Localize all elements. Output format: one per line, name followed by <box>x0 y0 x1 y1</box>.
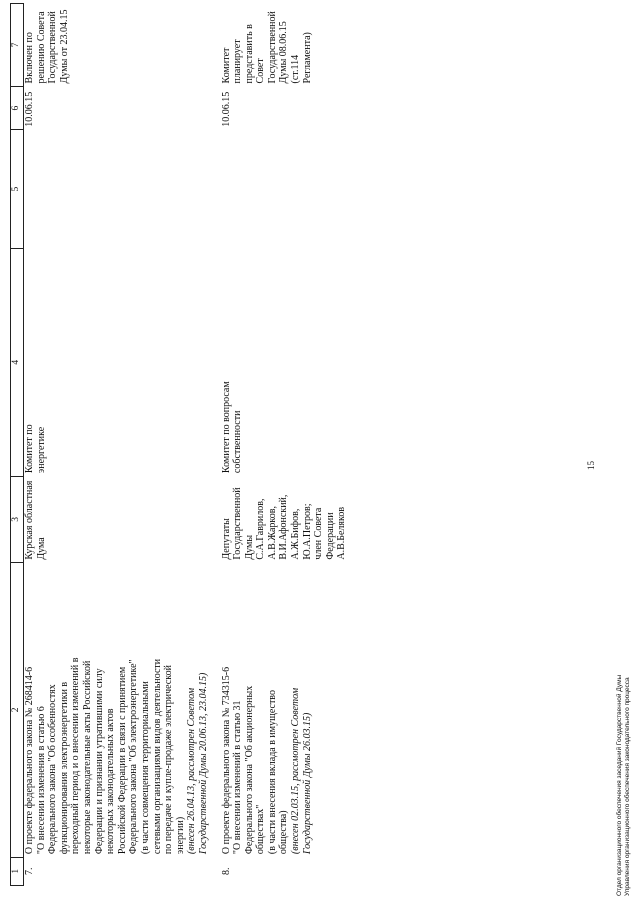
bill-title-line: сетевыми организациями видов деятельности <box>151 658 163 855</box>
status-cell-line: Думы 08.06.15 <box>278 21 290 84</box>
column-header-2: 2 <box>11 563 24 857</box>
bill-title-line: общества) <box>278 810 290 855</box>
bill-author-line: Дума <box>35 537 47 560</box>
bill-author-line: А.В.Беляков <box>336 506 348 560</box>
bill-title-line: Федерального закона "Об акционерных <box>243 685 255 855</box>
row-number: 8. <box>220 867 232 876</box>
bill-note-line: (внесен 26.04.13, рассмотрен Советом <box>186 687 198 855</box>
responsible-committee-line: Комитет по вопросам <box>220 381 232 474</box>
bills-table <box>10 3 348 886</box>
status-cell-line: представить в Совет <box>243 24 267 84</box>
bill-title-line: (в части совмещения территориальными <box>139 681 151 855</box>
bill-author-line: Депутаты <box>220 518 232 560</box>
bill-title-line: по передаче и купле-продаже электрической <box>163 665 175 855</box>
bill-title-line: Федерального закона "Об электроэнергетике" <box>128 659 140 855</box>
bill-note-line: Государственной Думы 26.03.15) <box>301 712 313 855</box>
bill-author-line: Курская областная <box>24 480 35 560</box>
bill-title-line: Федерации и признании утратившими силу <box>93 668 105 855</box>
bill-title-line: О проекте федерального закона № 268414-6 <box>24 666 35 855</box>
table-row <box>221 4 349 886</box>
status-cell <box>24 4 210 87</box>
bill-author-line: А.Ж.Бифов, <box>290 508 302 560</box>
page-footer <box>616 675 631 896</box>
bill-title-line: (в части внесения вклада в имущество <box>266 690 278 855</box>
bill-author-line: Государственной <box>232 487 244 560</box>
bill-title-line: функционирования электроэнергетики в <box>58 681 70 855</box>
bill-title-line: "О внесении изменения в статью 6 <box>35 706 47 855</box>
bill-title-line: Российской Федерации в связи с принятием <box>116 666 128 855</box>
bill-note-line: (внесен 02.03.15, рассмотрен Советом <box>290 687 302 855</box>
status-cell-line: Включен по <box>24 32 35 84</box>
status-cell-line: решению Совета <box>35 11 47 84</box>
bill-title-line: некоторые законодательные акты Российской <box>81 660 93 855</box>
row-number: 7. <box>24 867 35 876</box>
column-5-cell <box>24 130 210 249</box>
column-5-cell <box>221 130 349 249</box>
bill-title-line: переходный период и о внесении изменений в <box>70 657 82 855</box>
row-spacer <box>210 4 221 886</box>
footer-line-1: Отдел организационного обеспечения заседаний Государственной Думы <box>616 674 623 896</box>
table-row <box>24 4 210 886</box>
responsible-committee <box>221 248 349 476</box>
bill-title-line: "О внесении изменений в статью 31 <box>232 700 244 855</box>
date-cell: 10.06.15 <box>24 91 35 127</box>
responsible-committee-line: Комитет по <box>24 424 35 474</box>
bill-author <box>221 476 349 563</box>
bill-author <box>24 476 210 563</box>
status-cell-line: (ст.114 Регламента) <box>290 32 313 84</box>
status-cell-line: Государственной <box>47 11 59 84</box>
footer-line-2: Управления организационного обеспечения законодательного процесса <box>623 677 631 896</box>
bill-title-line: Федерального закона "Об особенностях <box>47 684 59 855</box>
column-header-7: 7 <box>11 4 24 87</box>
column-header-6: 6 <box>11 86 24 129</box>
date-cell: 10.06.15 <box>220 91 232 127</box>
bill-title-line: О проекте федерального закона № 734315-6 <box>220 666 232 855</box>
bill-author-line: А.В.Жарков, <box>266 506 278 560</box>
bill-author-line: Думы <box>243 534 255 560</box>
bill-title-line: некоторых законодательных актов <box>105 708 117 855</box>
rotated-document-page <box>0 2 640 902</box>
column-header-4: 4 <box>11 248 24 476</box>
column-header-1: 1 <box>11 857 24 885</box>
status-cell-line: Государственной <box>266 11 278 84</box>
responsible-committee <box>24 248 210 476</box>
bill-title <box>24 563 210 857</box>
bill-title-line: обществах" <box>255 804 267 855</box>
table-body <box>24 4 349 886</box>
bill-author-line: В.И.Афонский, <box>278 494 290 560</box>
column-header-3: 3 <box>11 476 24 563</box>
bill-author-line: Ю.А.Петров; <box>301 503 313 560</box>
status-cell-line: Комитет планирует <box>220 39 244 84</box>
table-header-row <box>11 4 24 886</box>
bill-title-line: энергии) <box>174 816 186 855</box>
bill-author-line: С.А.Гаврилов, <box>255 498 267 560</box>
bill-author-line: член Совета <box>313 507 325 560</box>
column-header-5: 5 <box>11 130 24 249</box>
status-cell <box>221 4 349 87</box>
responsible-committee-line: собственности <box>232 410 244 474</box>
bill-author-line: Федерации <box>324 512 336 560</box>
responsible-committee-line: энергетике <box>35 426 47 474</box>
bill-title <box>221 563 349 857</box>
status-cell-line: Думы от 23.04.15 <box>58 9 70 84</box>
bill-note-line: Государственной Думы 20.06.13, 23.04.15) <box>197 672 209 855</box>
page-number: 15 <box>586 461 596 470</box>
